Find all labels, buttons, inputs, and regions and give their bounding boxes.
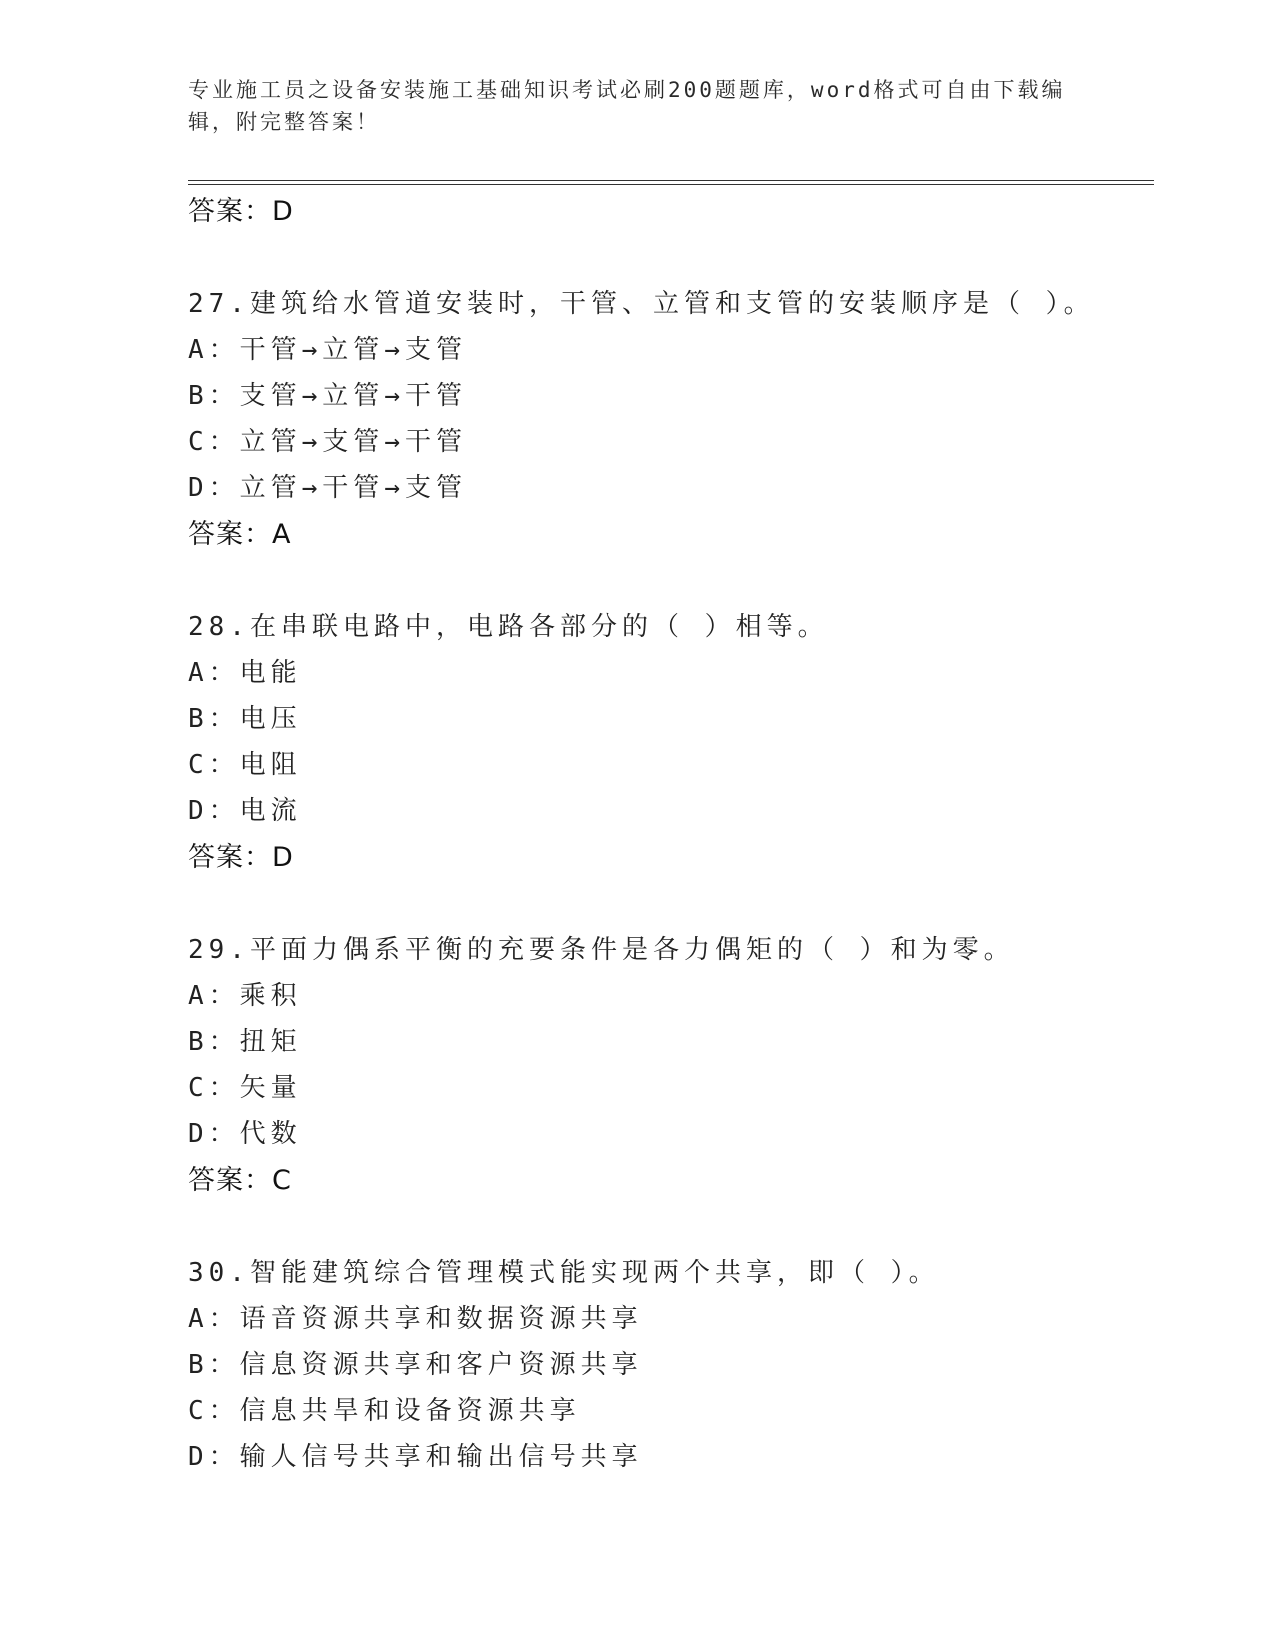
option-d: D：立管→干管→支管: [188, 473, 467, 503]
question-29: [188, 927, 1154, 1205]
question-30: [188, 1250, 1154, 1480]
option-b: B：支管→立管→干管: [188, 381, 467, 411]
option-a: A：电能: [188, 658, 302, 688]
spacer: [188, 882, 1154, 927]
option-d: D：代数: [188, 1119, 302, 1149]
spacer: [188, 559, 1154, 604]
option-b: B：信息资源共享和客户资源共享: [188, 1350, 643, 1380]
spacer: [188, 236, 1154, 281]
option-a: A：语音资源共享和数据资源共享: [188, 1304, 643, 1334]
header-rule-bottom: [188, 184, 1154, 185]
option-c: C：立管→支管→干管: [188, 427, 467, 457]
header-rule-top: [188, 180, 1154, 181]
option-a: A：干管→立管→支管: [188, 335, 467, 365]
answer-line: 答案：C: [188, 1165, 292, 1196]
question-28: [188, 604, 1154, 882]
question-text: 29.平面力偶系平衡的充要条件是各力偶矩的（ ）和为零。: [188, 935, 1015, 965]
spacer: [188, 1205, 1154, 1250]
document-body: [188, 188, 1154, 1480]
question-text: 28.在串联电路中，电路各部分的（ ）相等。: [188, 612, 829, 642]
question-text: 27.建筑给水管道安装时，干管、立管和支管的安装顺序是（ ）。: [188, 289, 1095, 319]
option-c: C：矢量: [188, 1073, 302, 1103]
question-27: [188, 281, 1154, 559]
option-c: C：电阻: [188, 750, 302, 780]
option-c: C：信息共旱和设备资源共享: [188, 1396, 581, 1426]
question-text: 30.智能建筑综合管理模式能实现两个共享，即（ ）。: [188, 1258, 940, 1288]
answer-line: 答案：D: [188, 196, 294, 227]
option-a: A：乘积: [188, 981, 302, 1011]
option-b: B：电压: [188, 704, 302, 734]
answer-line: 答案：A: [188, 519, 292, 550]
document-header: 专业施工员之设备安装施工基础知识考试必刷200题题库，word格式可自由下载编辑，附完整答案！: [188, 78, 1066, 134]
option-b: B：扭矩: [188, 1027, 302, 1057]
option-d: D：电流: [188, 796, 302, 826]
option-d: D：输人信号共享和输出信号共享: [188, 1442, 643, 1472]
answer-line: 答案：D: [188, 842, 294, 873]
